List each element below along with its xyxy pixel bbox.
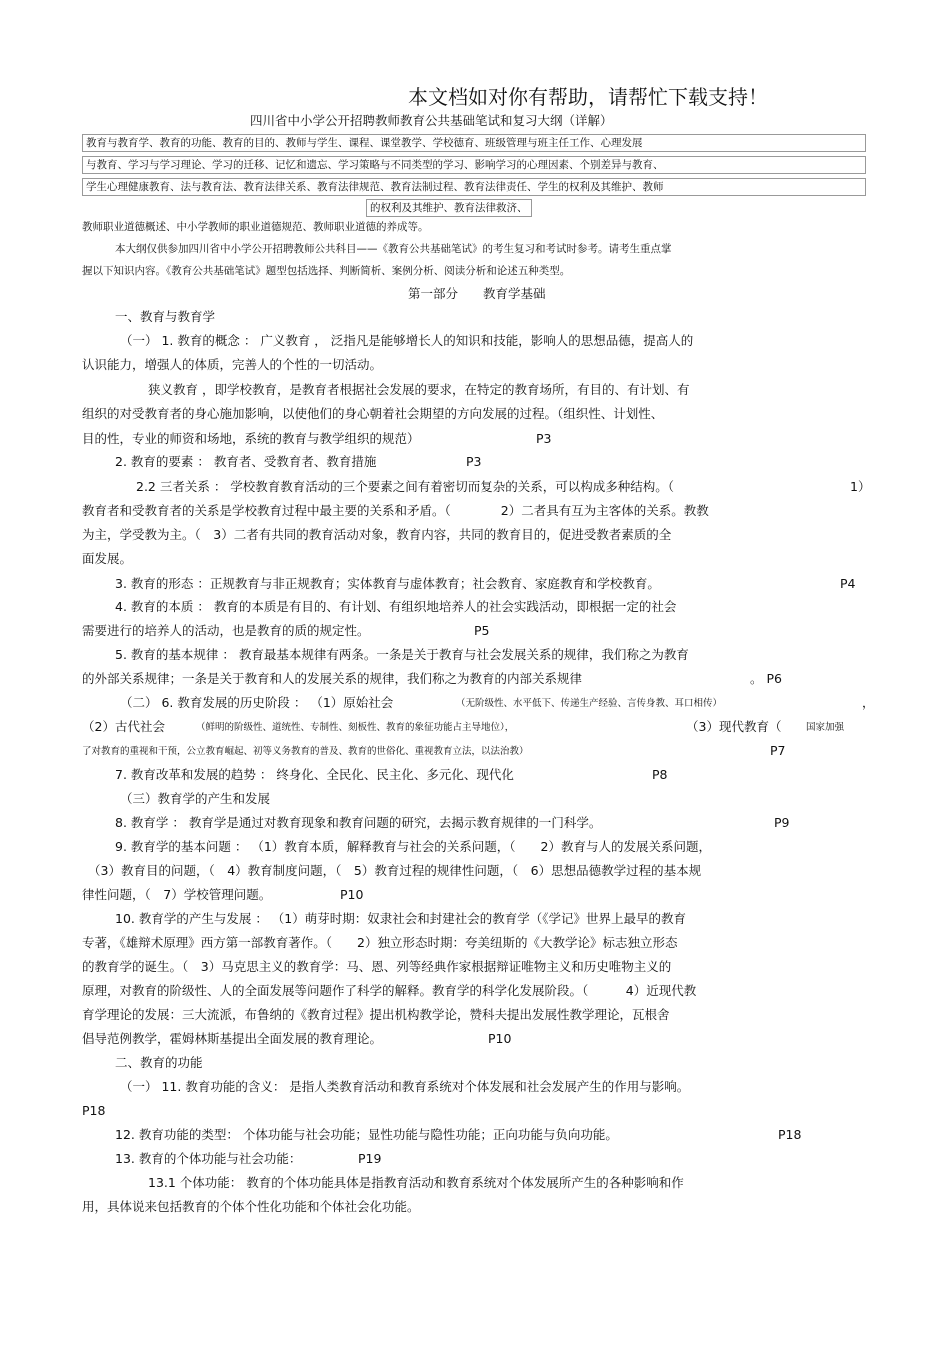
body-line: 用，具体说来包括教育的个体个性化功能和个体社会化功能。: [82, 1199, 420, 1214]
body-line-small: （鲜明的阶级性、道统性、专制性、刻板性、教育的象征功能占主导地位），: [196, 722, 515, 733]
body-line: （3）现代教育（: [686, 719, 782, 734]
section-heading: 二、教育的功能: [115, 1055, 203, 1070]
part-heading: 第一部分 教育学基础: [408, 286, 546, 301]
body-line: 狭义教育 ，即学校教育，是教育者根据社会发展的要求，在特定的教育场所，有目的、有计划、有: [148, 382, 690, 397]
page-reference: P8: [652, 767, 668, 782]
body-line-small: 了对教育的重视和干预，公立教育崛起、初等义务教育的普及、教育的世俗化、重视教育立法，以法治教）: [82, 746, 529, 757]
body-line: 8. 教育学 ： 教育学是通过对教育现象和教育问题的研究，去揭示教育规律的一门科学。: [115, 815, 602, 830]
body-line: 13.1 个体功能： 教育的个体功能具体是指教育活动和教育系统对个体发展所产生的各种影响和作: [148, 1175, 684, 1190]
page-reference: P18: [778, 1127, 802, 1142]
body-line: 3. 教育的形态 ：正规教育与非正规教育；实体教育与虚体教育；社会教育、家庭教育和学校教育。: [115, 576, 660, 591]
page-reference: P7: [770, 743, 786, 758]
body-line: 1）: [850, 479, 871, 494]
body-line: 5. 教育的基本规律 ： 教育最基本规律有两条。一条是关于教育与社会发展关系的规律，我们称之为教育: [115, 647, 689, 662]
body-line: 认识能力，增强人的体质，完善人的个性的一切活动。: [82, 357, 383, 372]
page-reference: P4: [840, 576, 856, 591]
page-reference: P9: [774, 815, 790, 830]
page-reference: P10: [488, 1031, 512, 1046]
body-line: 面发展。: [82, 551, 133, 566]
body-line: 7. 教育改革和发展的趋势 ： 终身化、全民化、民主化、多元化、现代化: [115, 767, 514, 782]
body-line: （二） 6. 教育发展的历史阶段 ： （1）原始社会: [120, 695, 394, 710]
body-line: 原理，对教育的阶级性、人的全面发展等问题作了科学的解释。教育学的科学化发展阶段。（ 4）近现代教: [82, 983, 697, 998]
body-line: 为主，学受教为主。（ 3）二者有共同的教育活动对象，教育内容，共同的教育目的，促进受教者素质的全: [82, 527, 672, 542]
body-line: 9. 教育学的基本问题 ： （1）教育本质，解释教育与社会的关系问题，（ 2）教育与人的发展关系问题，: [115, 839, 712, 854]
body-line: 倡导范例教学，霍姆林斯基提出全面发展的教育理论。: [82, 1031, 383, 1046]
intro-paragraph: 本大纲仅供参加四川省中小学公开招聘教师公共科目——《教育公共基础笔试》的考生复习和考试时参考。请考生重点掌: [115, 243, 672, 255]
body-line: 的教育学的诞生。（ 3）马克思主义的教育学：马、恩、列等经典作家根据辩证唯物主义和历史唯物主义的: [82, 959, 672, 974]
body-line: （一） 1. 教育的概念 ： 广义教育 ， 泛指凡是能够增长人的知识和技能，影响人的思想品德，提高人的: [120, 333, 694, 348]
body-line: 2.2 三者关系 ： 学校教育教育活动的三个要素之间有着密切而复杂的关系，可以构成多种结构。（: [136, 479, 675, 494]
section-heading: 一、教育与教育学: [115, 309, 216, 324]
page-reference: P3: [536, 431, 552, 446]
subsection-heading: （三）教育学的产生和发展: [120, 791, 271, 806]
body-line: 组织的对受教育者的身心施加影响，以使他们的身心朝着社会期望的方向发展的过程。（组织性、计划性、: [82, 406, 664, 421]
intro-paragraph: 握以下知识内容。《教育公共基础笔试》题型包括选择、判断简析、案例分析、阅读分析和论述五种类型。: [82, 265, 571, 277]
body-line: （一） 11. 教育功能的含义： 是指人类教育活动和教育系统对个体发展和社会发展产生的作用与影响。: [120, 1079, 690, 1094]
contents-line: 的权利及其维护、教育法律救济、: [366, 199, 532, 217]
body-line: 13. 教育的个体功能与社会功能：: [115, 1151, 302, 1166]
contents-line: 教育与教育学、教育的功能、教育的目的、教师与学生、课程、课堂教学、学校德育、班级管理与班主任工作、心理发展: [82, 134, 866, 152]
body-line: 2. 教育的要素 ： 教育者、受教育者、教育措施: [115, 454, 377, 469]
body-line: （3）教育目的问题，（ 4）教育制度问题，（ 5）教育过程的规律性问题，（ 6）思想品德教学过程的基本规: [88, 863, 702, 878]
body-line: （2）古代社会: [82, 719, 165, 734]
body-line: 育学理论的发展：三大流派，布鲁纳的《教育过程》提出机构教学论，赞科夫提出发展性教学理论，瓦根舍: [82, 1007, 670, 1022]
contents-line: 教师职业道德概述、中小学教师的职业道德规范、教师职业道德的养成等。: [82, 221, 429, 233]
page-reference: P5: [474, 623, 490, 638]
page-reference: 。 P6: [750, 671, 782, 686]
body-line: 专著，《雄辩术原理》西方第一部教育著作。（ 2）独立形态时期：夸美纽斯的《大教学论》标志独立形态: [82, 935, 678, 950]
contents-line: 与教育、学习与学习理论、学习的迁移、记忆和遗忘、学习策略与不同类型的学习、影响学习的心理因素、个别差异与教育、: [82, 156, 866, 174]
download-banner: 本文档如对你有帮助，请帮忙下载支持！: [408, 85, 768, 109]
body-line: 4. 教育的本质 ： 教育的本质是有目的、有计划、有组织地培养人的社会实践活动，即根据一定的社会: [115, 599, 677, 614]
document-title: 四川省中小学公开招聘教师教育公共基础笔试和复习大纲（详解）: [250, 113, 613, 128]
body-line: 目的性，专业的师资和场地，系统的教育与教学组织的规范）: [82, 431, 420, 446]
contents-line: 学生心理健康教育、法与教育法、教育法律关系、教育法律规范、教育法制过程、教育法律责任、学生的权利及其维护、教师: [82, 178, 866, 196]
body-line-small: 国家加强: [806, 722, 845, 733]
page-reference: P19: [358, 1151, 382, 1166]
page-reference: P18: [82, 1103, 106, 1118]
page-reference: P10: [340, 887, 364, 902]
page-reference: P3: [466, 454, 482, 469]
body-line: 的外部关系规律；一条是关于教育和人的发展关系的规律，我们称之为教育的内部关系规律: [82, 671, 583, 686]
body-line: 12. 教育功能的类型： 个体功能与社会功能；显性功能与隐性功能；正向功能与负向功能。: [115, 1127, 618, 1142]
body-line: 10. 教育学的产生与发展 ： （1）萌芽时期：奴隶社会和封建社会的教育学（《学记》世界上最早的教育: [115, 911, 687, 926]
body-line: ，: [862, 695, 875, 710]
body-line-small: （无阶级性、水平低下、传递生产经验、言传身教、耳口相传）: [456, 698, 723, 709]
body-line: 律性问题，（ 7）学校管理问题。: [82, 887, 272, 902]
body-line: 需要进行的培养人的活动，也是教育的质的规定性。: [82, 623, 370, 638]
body-line: 教育者和受教育者的关系是学校教育过程中最主要的关系和矛盾。（ 2）二者具有互为主客体的关系。教教: [82, 503, 709, 518]
